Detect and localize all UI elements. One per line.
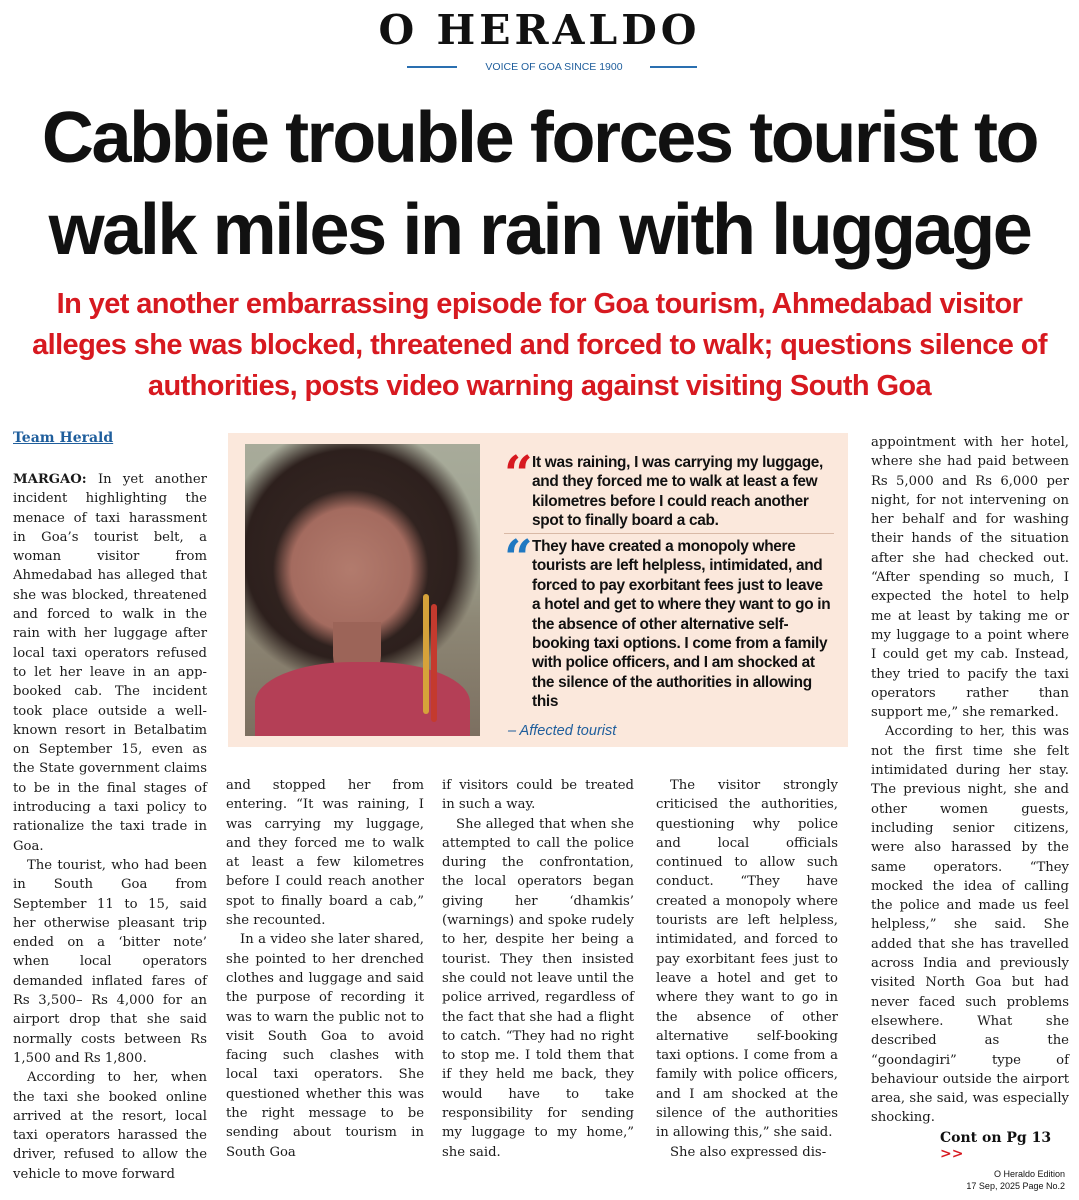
- masthead-tagline: [407, 59, 697, 75]
- article-paragraph: In a video she later shared, she pointed to her drenched clothes and luggage and said the purpose of recording it was to warn the public not to visit South Goa to avoid facing such clashes with local taxi operators. She questioned whether this was the right message to be sending about tourism in South Goa: [226, 932, 424, 1160]
- article-paragraph: The tourist, who had been in South Goa from September 11 to 15, said her otherwise pleasant trip ended on a ‘bitter note’ when local operators demanded inflated fares of Rs 3,500– Rs 4,000 for an airport drop that she said normally costs between Rs 1,500 and Rs 1,800.: [13, 857, 207, 1066]
- tagline-rule-right: [650, 66, 697, 68]
- article-paragraph: and stopped her from entering. “It was raining, I was carrying my luggage, and they forced me to walk at least a few kilometres before I could reach another spot to finally board a cab,” she recounted.: [226, 778, 424, 929]
- newspaper-logo: O HERALDO: [378, 6, 701, 54]
- continuation-link[interactable]: [940, 1130, 1079, 1162]
- pull-quote-1: [504, 444, 834, 531]
- article-paragraph: [13, 470, 207, 856]
- edition-footer: [966, 1168, 1065, 1192]
- article-column-2: [226, 776, 424, 1162]
- open-quote-icon: “: [504, 528, 533, 587]
- tagline-rule-left: [407, 66, 457, 68]
- pull-quote-text: They have created a monopoly where tourists are left helpless, intimidated, and forced to pay exorbitant fees just to leave a hotel and get to where they want to go in the absence of other alternative self-booking taxi options. I come from a family with police officers, and I am shocked at the silence of the authorities in allowing this: [532, 538, 831, 711]
- open-quote-icon: “: [504, 444, 533, 503]
- article-paragraph: According to her, this was not the first time she felt intimidated during her stay. The previous night, she and other women guests, including senior citizens, were also harassed by the same operators. “They mocked the idea of calling the police and made us feel helpless,” she said. She added that she has travelled across India and previously visited North Goa but had never faced such problems elsewhere. What she described as the “goondagiri” type of behaviour outside the airport area, she said, was especially shocking.: [871, 724, 1069, 1126]
- double-chevron-right-icon: >>: [940, 1146, 964, 1162]
- subheadline: In yet another embarrassing episode for Goa tourism, Ahmedabad visitor alleges she was blocked, threatened and forced to walk; questions silence of authorities, posts video warning against visiting South Goa: [32, 288, 1047, 402]
- pull-quote-2: [504, 528, 834, 712]
- article-column-5: [871, 433, 1069, 1128]
- continuation-label: Cont on Pg 13: [940, 1130, 1052, 1146]
- photo-shirt-shape: [255, 662, 470, 736]
- photo-hair-strand: [431, 604, 437, 722]
- article-paragraph: She also expressed dis-: [670, 1144, 827, 1160]
- tagline-text: VOICE OF GOA SINCE 1900: [485, 61, 623, 73]
- quote-divider: [504, 533, 834, 534]
- masthead: [0, 2, 1079, 58]
- article-text: In yet another incident highlighting the menace of taxi harassment in Goa’s tourist belt, a woman visitor from Ahmedabad has alleged that she was blocked, threatened and forced to walk in the rain with her luggage after local taxi operators refused to let her leave in an app-booked cab. The incident took place outside a well-known resort in Betalbatim on September 15, even as the State government claims to be in the final stages of introducing a taxi policy to rationalize the taxi trade in Goa.: [13, 472, 207, 854]
- article-paragraph: According to her, when the taxi she booked online arrived at the resort, local taxi operators harassed the driver, refused to allow the vehicle to move forward: [13, 1070, 207, 1182]
- article-paragraph: appointment with her hotel, where she had paid between Rs 5,000 and Rs 6,000 per night, for not intervening on her behalf and for washing their hands of the situation after she had checked out. “After spending so much, I expected the hotel to help me at least by taking me or my luggage to a point where I could get my cab. Instead, they tried to pacify the taxi operators rather than support me,” she remarked.: [871, 435, 1069, 721]
- pull-quote-text: It was raining, I was carrying my luggage, and they forced me to walk at least a few kilometres before I could reach another spot to finally board a cab.: [532, 454, 824, 530]
- tourist-photo: [245, 444, 480, 736]
- dateline: MARGAO:: [13, 472, 87, 487]
- article-paragraph: The visitor strongly criticised the authorities, questioning why police and local officials continued to allow such conduct. “They have created a monopoly where tourists are left helpless, intimidated, and forced to pay exorbitant fees just to leave a hotel and get to where they want to go in the absence of other alternative self-booking taxi options. I come from a family with police officers, and I am shocked at the silence of the authorities in allowing this,” she said.: [656, 778, 838, 1141]
- edition-name: O Heraldo Edition: [993, 1169, 1065, 1179]
- article-column-3: [442, 776, 634, 1162]
- photo-hair-strand: [423, 594, 429, 714]
- headline: Cabbie trouble forces tourist to walk miles in rain with luggage: [41, 98, 1038, 270]
- article-paragraph: if visitors could be treated in such a way.: [442, 778, 634, 813]
- article-column-1: [13, 470, 207, 1184]
- quote-attribution: – Affected tourist: [508, 723, 617, 739]
- pull-quote-box: [228, 433, 848, 747]
- article-paragraph: She alleged that when she attempted to call the police during the confrontation, the local operators began giving her ‘dhamkis’ (warnings) and spoke rudely to her, despite her being a tourist. They then insisted she could not leave until the police arrived, regardless of the fact that she had a flight to catch. “They had no right to stop me. I told them that if they held me back, they would have to take responsibility for sending my luggage to my home,” she said.: [442, 816, 634, 1160]
- edition-date-page: 17 Sep, 2025 Page No.2: [966, 1181, 1065, 1191]
- byline[interactable]: Team Herald: [13, 430, 114, 446]
- article-column-4: [656, 776, 838, 1162]
